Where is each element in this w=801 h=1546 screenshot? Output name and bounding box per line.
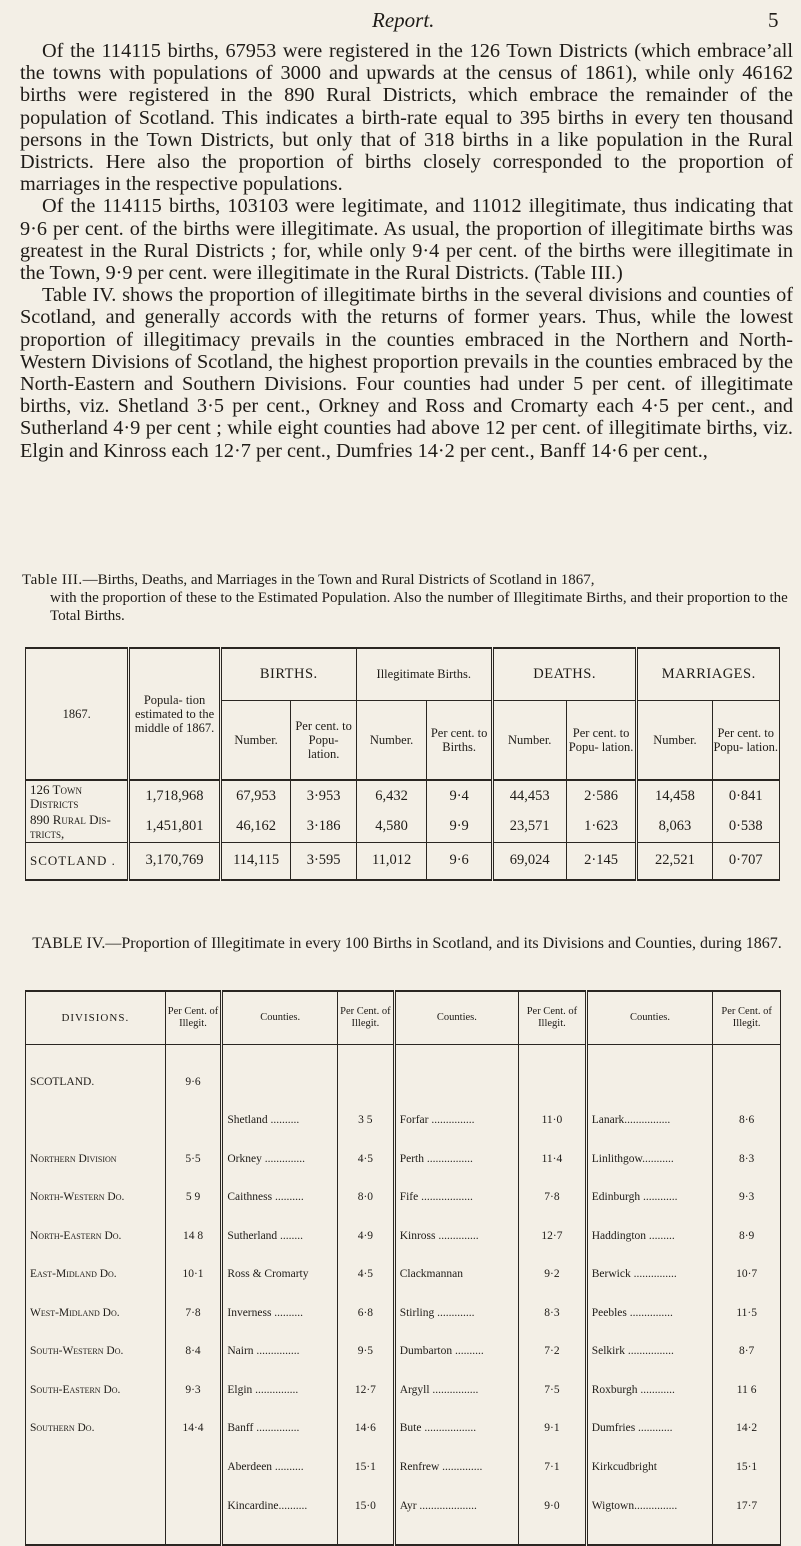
counties-values-1 (338, 1045, 395, 1546)
list-value: 5 9 (185, 1191, 201, 1204)
counties-column-3 (586, 1045, 713, 1546)
list-item (30, 1114, 165, 1127)
list-item: Roxburgh ............ (591, 1383, 675, 1396)
paragraph: Of the 114115 births, 67953 were registered in the 126 Town Districts (which embrace’all the towns with populations of 3000 and upwards at the census of 1861), while only 46162 births were registered in the 890 Rural Districts, which embrace the remainder of the population of Scotland. This indicates a birth-rate equal to 395 births in every ten thousand persons in the Town Districts, but only that of 318 births in a like population in the Rural Districts. Here also the proportion of births closely corresponded to the proportion of marriages in the respective populations. (20, 40, 793, 196)
list-item: Kincardine.......... (227, 1499, 308, 1512)
list-item (592, 1076, 713, 1089)
illegitimate-cell: 6,432 (356, 780, 427, 812)
list-item: Stirling ............. (399, 1306, 475, 1319)
list-value: 7·1 (544, 1461, 560, 1473)
list-value: 14·6 (354, 1422, 376, 1435)
paragraph: Table IV. shows the proportion of illegitimate births in the several divisions and counties of Scotland, and generally accords with the returns of former years. Thus, while the lowest proportion of illegitimacy prevails in the counties embraced in the Northern and North-Western Divisions of Scotland, the highest proportion prevails in the counties embraced by the North-Eastern and Southern Divisions. Four counties had under 5 per cent. of illegitimate births, viz. Shetland 3·5 per cent., Orkney and Ross and Cromarty each 4·5 per cent., and Sutherland 4·9 per cent ; while eight counties had above 12 per cent. of illegitimate births, viz. Elgin and Kinross each 12·7 per cent., Dumfries 14·2 per cent., Banff 14·6 per cent., (20, 284, 793, 462)
list-value: 11·0 (541, 1114, 563, 1127)
list-value: 11·4 (541, 1152, 563, 1165)
marriages-number-header: Number. (637, 700, 712, 780)
list-value: 7·8 (544, 1191, 560, 1204)
list-item (400, 1076, 518, 1089)
list-value: 12·7 (541, 1229, 563, 1242)
marriages-percent-cell: 0·841 (712, 780, 779, 812)
list-item: Clackmannan (399, 1268, 463, 1281)
table-row-total (26, 842, 780, 880)
illegitimate-cell: 4,580 (356, 812, 427, 842)
divisions-column (26, 1045, 166, 1546)
counties-percent-header: Per Cent. of Illegit. (713, 991, 781, 1045)
table-3 (25, 647, 780, 881)
list-item: Dumbarton .......... (399, 1345, 484, 1358)
list-item: Perth ................ (399, 1152, 473, 1165)
table-4-label: TABLE IV. (32, 935, 106, 952)
divisions-percent-header: Per Cent. of Illegit. (165, 991, 222, 1045)
list-value: 9·1 (544, 1422, 560, 1435)
list-item: SCOTLAND. (30, 1075, 95, 1088)
list-value (338, 1076, 393, 1089)
population-cell: 1,718,968 (129, 780, 220, 812)
list-value: 9·5 (357, 1345, 374, 1358)
counties-values-3 (713, 1045, 781, 1546)
list-value: 11·5 (736, 1306, 757, 1319)
list-value: 15·1 (736, 1461, 758, 1473)
paragraph: Of the 114115 births, 103103 were legitimate, and 11012 illegitimate, thus indicating that 9·6 per cent. of the births were illegitimate. As usual, the proportion of illegitimate births was greatest in the Rural Districts ; for, while only 9·4 per cent. of the births were illegitimate in the Town, 9·9 per cent. were illegitimate in the Rural Districts. (Table III.) (20, 195, 793, 285)
list-item: Caithness .......... (227, 1191, 304, 1204)
births-cell: 67,953 (220, 780, 291, 812)
list-item: Bute .................. (399, 1422, 477, 1435)
list-item: Peebles ............... (591, 1306, 673, 1319)
list-item: Kirkcudbright (591, 1461, 657, 1473)
population-cell: 1,451,801 (129, 812, 220, 842)
list-value: 8·3 (544, 1306, 560, 1319)
list-item: Orkney .............. (227, 1152, 305, 1165)
table-row (26, 780, 780, 812)
illegitimate-births-header: Illegitimate Births. (356, 648, 492, 700)
list-item (227, 1076, 337, 1089)
list-value: 12·7 (354, 1383, 376, 1396)
list-item: North-Eastern Do. (30, 1229, 122, 1242)
marriages-cell: 14,458 (637, 780, 712, 812)
table-3-caption-first: —Births, Deaths, and Marriages in the Town and Rural Districts of Scotland in 1867, (82, 572, 595, 588)
counties-percent-header: Per Cent. of Illegit. (519, 991, 587, 1045)
counties-percent-header: Per Cent. of Illegit. (338, 991, 395, 1045)
list-item: Lanark................ (591, 1114, 671, 1127)
table-3-label: Table III. (22, 572, 83, 588)
illegitimate-percent-header: Per cent. to Births. (427, 700, 492, 780)
deaths-cell: 69,024 (492, 842, 566, 880)
list-value: 5·5 (185, 1152, 201, 1165)
deaths-header: DEATHS. (492, 648, 637, 700)
list-value: 15·1 (354, 1461, 376, 1473)
list-value: 4·5 (357, 1152, 374, 1165)
births-cell: 46,162 (220, 812, 291, 842)
table-row (26, 812, 780, 842)
marriages-percent-header: Per cent. to Popu- lation. (712, 700, 779, 780)
list-value: 9·3 (738, 1191, 755, 1204)
illegitimate-cell: 11,012 (356, 842, 427, 880)
list-item: Aberdeen .......... (227, 1461, 304, 1473)
list-item: Ayr .................... (399, 1499, 477, 1512)
births-percent-cell: 3·595 (291, 842, 356, 880)
list-item: South-Western Do. (30, 1345, 124, 1358)
list-item: Fife .................. (399, 1191, 473, 1204)
row-label: 890 Rural Dis- tricts, (30, 811, 111, 841)
population-cell: 3,170,769 (129, 842, 220, 880)
deaths-percent-header: Per cent. to Popu- lation. (566, 700, 637, 780)
list-item: East-Midland Do. (30, 1268, 117, 1281)
table-3-caption-rest: with the proportion of these to the Estimated Population. Also the number of Illegitimate Births, and their proportion to the Total Births. (50, 590, 788, 624)
list-value: 8·6 (738, 1114, 755, 1127)
list-item: Shetland .......... (227, 1114, 300, 1127)
divisions-header: DIVISIONS. (26, 991, 166, 1045)
list-value: 8·3 (738, 1152, 755, 1165)
list-value: 7·2 (544, 1345, 560, 1358)
table-3-caption (22, 571, 792, 625)
list-value: 9·3 (185, 1383, 201, 1396)
counties-column-2 (394, 1045, 518, 1546)
illegitimate-percent-cell: 9·4 (427, 780, 492, 812)
divisions-values (165, 1045, 222, 1546)
list-item: Linlithgow........... (591, 1152, 674, 1165)
table-4-caption (22, 934, 792, 954)
marriages-percent-cell: 0·707 (712, 842, 779, 880)
births-number-header: Number. (220, 700, 291, 780)
list-value: 14·4 (182, 1422, 204, 1435)
list-value: 8·7 (738, 1345, 755, 1358)
table-4 (25, 990, 781, 1546)
list-item: North-Western Do. (30, 1191, 125, 1204)
table-4-caption-text: —Proportion of Illegitimate in every 100 Births in Scotland, and its Divisions and Counties, during 1867. (105, 935, 782, 952)
list-value: 8·9 (738, 1229, 755, 1242)
list-item: West-Midland Do. (30, 1306, 120, 1319)
counties-header: Counties. (222, 991, 338, 1045)
list-item: Banff ............... (227, 1422, 300, 1435)
page-number: 5 (768, 8, 779, 32)
list-item: Dumfries ............ (591, 1422, 673, 1435)
list-value: 7·5 (544, 1383, 560, 1396)
row-label: 126 Town Districts (26, 780, 129, 812)
list-value (713, 1076, 780, 1089)
marriages-header: MARRIAGES. (637, 648, 780, 700)
list-value: 9·2 (544, 1268, 560, 1281)
list-value: 11 6 (736, 1383, 757, 1396)
list-item: Argyll ................ (399, 1383, 479, 1396)
list-value: 6·8 (357, 1306, 374, 1319)
list-item: Edinburgh ............ (591, 1191, 678, 1204)
list-item: Renfrew .............. (399, 1461, 483, 1473)
deaths-cell: 23,571 (492, 812, 566, 842)
list-value: 4·5 (357, 1268, 374, 1281)
running-head-title: Report. (372, 8, 435, 32)
list-item: Sutherland ........ (227, 1229, 304, 1242)
illegitimate-percent-cell: 9·6 (427, 842, 492, 880)
marriages-percent-cell: 0·538 (712, 812, 779, 842)
list-item: Selkirk ................ (591, 1345, 674, 1358)
list-value: 3 5 (358, 1114, 373, 1127)
list-value (519, 1076, 585, 1089)
list-item: Berwick ............... (591, 1268, 677, 1281)
marriages-cell: 22,521 (637, 842, 712, 880)
list-value: 8·4 (185, 1345, 201, 1358)
list-item: Kinross .............. (399, 1229, 479, 1242)
marriages-cell: 8,063 (637, 812, 712, 842)
counties-header: Counties. (394, 991, 518, 1045)
births-percent-cell: 3·186 (291, 812, 356, 842)
list-value: 8·0 (357, 1191, 374, 1204)
counties-values-2 (519, 1045, 587, 1546)
list-value: 10·1 (182, 1268, 204, 1281)
population-header: Popula- tion estimated to the middle of 1867. (129, 648, 220, 780)
deaths-number-header: Number. (492, 700, 566, 780)
counties-header: Counties. (586, 991, 713, 1045)
body-text (20, 40, 793, 462)
deaths-percent-cell: 2·586 (566, 780, 637, 812)
list-value: 14 8 (182, 1229, 204, 1242)
year-header: 1867. (62, 707, 91, 721)
list-item: Elgin ............... (227, 1383, 299, 1396)
list-item: Nairn ............... (227, 1345, 300, 1358)
list-item: Haddington ......... (591, 1229, 675, 1242)
list-item: Wigtown............... (591, 1499, 678, 1512)
list-value: 9·0 (544, 1499, 560, 1512)
list-item: Ross & Cromarty (227, 1268, 309, 1281)
deaths-cell: 44,453 (492, 780, 566, 812)
list-value: 17·7 (736, 1499, 758, 1512)
list-item: South-Eastern Do. (30, 1383, 121, 1396)
list-value: 14·2 (736, 1422, 758, 1435)
illegitimate-percent-cell: 9·9 (427, 812, 492, 842)
list-item: Northern Division (30, 1152, 117, 1165)
counties-column-1 (222, 1045, 338, 1546)
deaths-percent-cell: 1·623 (566, 812, 637, 842)
births-percent-header: Per cent. to Popu- lation. (291, 700, 356, 780)
deaths-percent-cell: 2·145 (566, 842, 637, 880)
list-value (166, 1114, 221, 1127)
list-item: Inverness .......... (227, 1306, 304, 1319)
list-value: 15·0 (354, 1499, 376, 1512)
births-percent-cell: 3·953 (291, 780, 356, 812)
list-value: 9·6 (185, 1075, 201, 1088)
list-value: 4·9 (357, 1229, 374, 1242)
births-cell: 114,115 (220, 842, 291, 880)
illegitimate-number-header: Number. (356, 700, 427, 780)
list-value: 10·7 (736, 1268, 758, 1281)
births-header: BIRTHS. (220, 648, 356, 700)
list-value: 7·8 (185, 1306, 201, 1319)
running-head (0, 4, 801, 34)
list-item: Forfar ............... (399, 1114, 475, 1127)
list-item: Southern Do. (30, 1422, 95, 1435)
row-label: SCOTLAND . (26, 842, 129, 880)
